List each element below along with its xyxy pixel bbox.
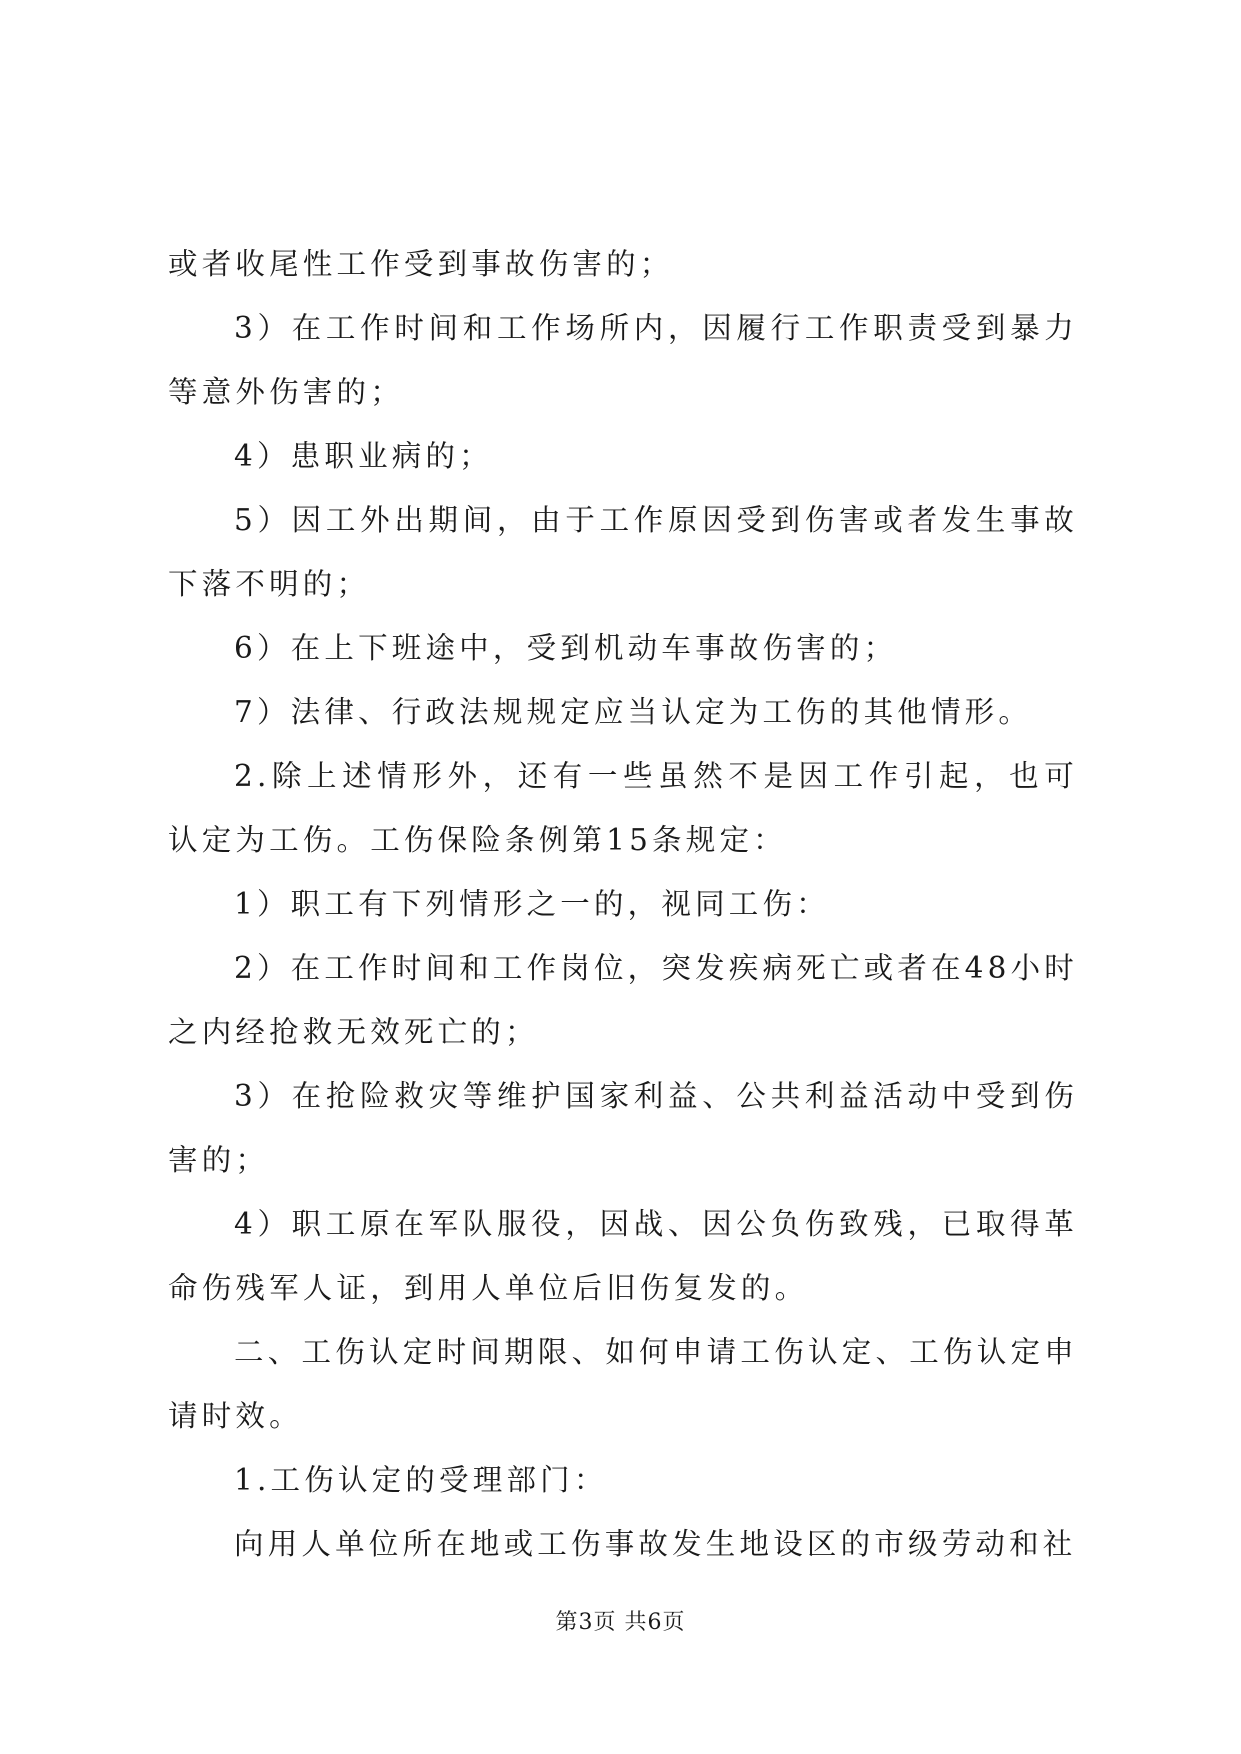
paragraph-acceptance-detail: 向用人单位所在地或工伤事故发生地设区的市级劳动和社 <box>234 1527 1077 1561</box>
paragraph-section-2: 2.除上述情形外，还有一些虽然不是因工作引起，也可认定为工伤。工伤保险条例第15条规定： <box>168 759 1078 857</box>
paragraph-item-6-commute: 6）在上下班途中，受到机动车事故伤害的； <box>234 631 898 665</box>
paragraph-item-4-occupational-disease: 4）患职业病的； <box>234 439 493 473</box>
paragraph-item-3-violence: 3）在工作时间和工作场所内，因履行工作职责受到暴力等意外伤害的； <box>168 311 1078 409</box>
paragraph-deemed-item-1: 1）职工有下列情形之一的，视同工伤： <box>234 887 830 921</box>
page-number-footer: 第3页 共6页 <box>555 1610 686 1635</box>
paragraph-acceptance-dept: 1.工伤认定的受理部门： <box>234 1463 608 1497</box>
paragraph-deemed-item-4: 4）职工原在军队服役，因战、因公负伤致残，已取得革命伤残军人证，到用人单位后旧伤复发的。 <box>168 1207 1078 1305</box>
paragraph-item-5-missing: 5）因工外出期间，由于工作原因受到伤害或者发生事故下落不明的； <box>168 503 1078 601</box>
section-heading-2: 二、工伤认定时间期限、如何申请工伤认定、工伤认定申请时效。 <box>168 1335 1078 1433</box>
document-body <box>168 232 1078 1576</box>
paragraph-continuation: 或者收尾性工作受到事故伤害的； <box>168 247 674 281</box>
paragraph-deemed-item-2: 2）在工作时间和工作岗位，突发疾病死亡或者在48小时之内经抢救无效死亡的； <box>168 951 1079 1049</box>
paragraph-deemed-item-3: 3）在抢险救灾等维护国家利益、公共利益活动中受到伤害的； <box>168 1079 1078 1177</box>
paragraph-item-7-other: 7）法律、行政法规规定应当认定为工伤的其他情形。 <box>234 695 1033 729</box>
